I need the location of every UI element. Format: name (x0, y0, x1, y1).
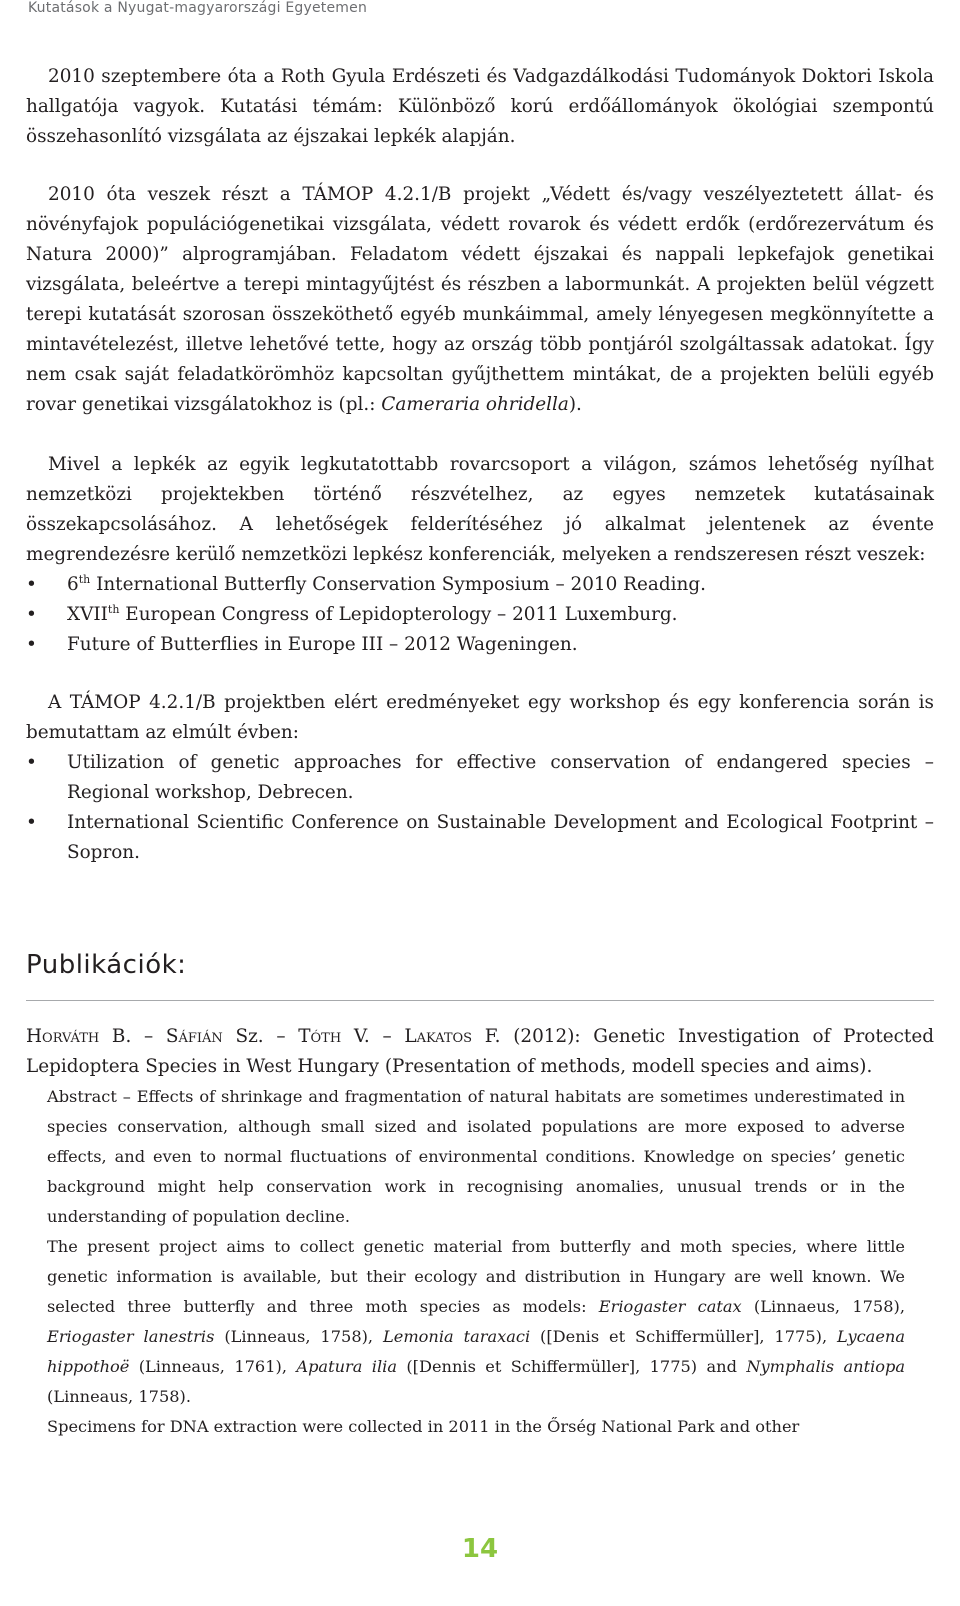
author-given: F. (472, 1026, 501, 1047)
publication-title: (2012): Genetic Investigation of Protected Lepidoptera Species in West Hungary (Presentation of methods, modell species and aims). (26, 1026, 934, 1077)
bullet-icon: • (26, 634, 37, 655)
section-divider (26, 1000, 934, 1001)
author-given: B. – (99, 1026, 166, 1047)
running-header: Kutatások a Nyugat-magyarországi Egyetemen (28, 0, 368, 16)
abstract-paragraph (47, 1232, 905, 1412)
list-item-text: XVII (67, 604, 108, 625)
abstract-text: (Linneaus, 1758). (47, 1387, 192, 1406)
paragraph-presentations: A TÁMOP 4.2.1/B projektben elért eredményeket egy workshop és egy konferencia során is bemutattam az elmúlt évben: (26, 692, 934, 743)
author-given: V. – (341, 1026, 405, 1047)
species-name: Lemonia taraxaci (382, 1327, 531, 1346)
bullet-icon: • (26, 812, 37, 833)
paragraph-project-text: 2010 óta veszek részt a TÁMOP 4.2.1/B projekt „Védett és/vagy veszélyeztetett állat- és növényfajok populációgenetikai vizsgálata, védett rovarok és védett erdők (erdőrezervátum és Natura 2000)” alprogramjában. Feladatom védett éjszakai és nappali lepkefajok genetikai vizsgálata, beleértve a terepi mintagyűjtést és részben a labormunkát. A projekten belül végzett terepi kutatását szorosan összeköthető egyéb munkáimmal, amely lényegesen megkönnyítette a mintavételezést, illetve lehetővé tette, hogy az ország több pontjáról szolgáltassak adatokat. Így nem csak saját feladatkörömhöz kapcsoltan gyűjthettem mintákat, de a projekten belüli egyéb rovar genetikai vizsgálatokhoz is (pl.: (26, 184, 934, 415)
superscript: th (78, 572, 91, 586)
species-name: Eriogaster catax (598, 1297, 742, 1316)
species-name: Nymphalis antiopa (746, 1357, 906, 1376)
author (298, 1026, 404, 1047)
list-item-text: Utilization of genetic approaches for effective conservation of endangered species – Regional workshop, Debrecen. (67, 752, 934, 803)
author-initial: L (404, 1026, 417, 1047)
species-name: Apatura ilia (296, 1357, 397, 1376)
section-heading-publications: Publikációk: (26, 950, 187, 980)
bullet-icon: • (26, 604, 37, 625)
presentation-list (26, 748, 934, 868)
abstract-text: (Linneaus, 1758), (214, 1327, 383, 1346)
author-initial: H (26, 1026, 43, 1047)
list-item (26, 600, 934, 630)
list-item (26, 570, 934, 600)
abstract-text: The present project aims to collect genetic material from butterfly and moth species, where little genetic information is available, but their ecology and distribution in Hungary are well known. We selected three butterfly and three moth species as models: (47, 1237, 905, 1316)
author (26, 1026, 166, 1047)
abstract-text: (Linnaeus, 1758), (741, 1297, 905, 1316)
list-item-text: European Congress of Lepidopterology – 2011 Luxemburg. (119, 604, 678, 625)
conference-list (26, 570, 934, 660)
list-item-text: 6 (67, 574, 79, 595)
list-item-text: International Scientific Conference on Sustainable Development and Ecological Footprint – Sopron. (67, 812, 934, 863)
abstract-text: (Linneaus, 1761), (129, 1357, 297, 1376)
author-surname: akatos (416, 1026, 473, 1047)
list-item (26, 748, 934, 808)
bullet-icon: • (26, 752, 37, 773)
list-item-text: International Butterfly Conservation Symposium – 2010 Reading. (90, 574, 706, 595)
body-text (26, 62, 934, 868)
author-surname: óth (310, 1026, 342, 1047)
species-name: Eriogaster lanestris (47, 1327, 215, 1346)
abstract-paragraph: Abstract – Effects of shrinkage and fragmentation of natural habitats are sometimes underestimated in species conservation, although small sized and isolated populations are more exposed to adverse effects, and even to normal fluctuations of environmental conditions. Knowledge on species’ genetic background might help conservation work in recognising anomalies, unusual trends or in the understanding of population decline. (47, 1087, 905, 1226)
author-initial: S (165, 1026, 179, 1047)
abstract-paragraph: Specimens for DNA extraction were collected in 2011 in the Őrség National Park and other (47, 1417, 800, 1436)
species-name: Cameraria ohridella (381, 394, 569, 415)
superscript: th (107, 602, 120, 616)
author (404, 1026, 500, 1047)
abstract-text: ([Dennis et Schiffermüller], 1775) and (396, 1357, 747, 1376)
species-name: Lycaena hippothoë (47, 1327, 905, 1376)
author (166, 1026, 298, 1047)
author-surname: orváth (42, 1026, 100, 1047)
paragraph-conferences: Mivel a lepkék az egyik legkutatottabb rovarcsoport a világon, számos lehetőség nyílhat nemzetközi projektekben történő részvételhez, az egyes nemzetek kutatásainak összekapcsolásához. A lehetőségek felderítéséhez jó alkalmat jelentenek az évente megrendezésre kerülő nemzetközi lepkész konferenciák, melyeken a rendszeresen részt veszek: (26, 454, 934, 565)
author-initial: T (298, 1026, 311, 1047)
abstract-text: ([Denis et Schiffermüller], 1775), (530, 1327, 837, 1346)
publication-reference (26, 1022, 934, 1082)
paragraph-project-end: ). (568, 394, 582, 415)
list-item (26, 808, 934, 868)
list-item-text: Future of Butterflies in Europe III – 2012 Wageningen. (67, 634, 578, 655)
page-number: 14 (461, 1534, 499, 1564)
abstract (47, 1082, 905, 1442)
paragraph-doctoral-school: 2010 szeptembere óta a Roth Gyula Erdészeti és Vadgazdálkodási Tudományok Doktori Iskola hallgatója vagyok. Kutatási témám: Különböző korú erdőállományok ökológiai szempontú összehasonlító vizsgálata az éjszakai lepkék alapján. (26, 66, 934, 147)
publication-entry (26, 1022, 934, 1442)
paragraph-project (26, 180, 934, 420)
bullet-icon: • (26, 574, 37, 595)
list-item (26, 630, 934, 660)
author-surname: áfián (178, 1026, 223, 1047)
author-given: Sz. – (222, 1026, 299, 1047)
